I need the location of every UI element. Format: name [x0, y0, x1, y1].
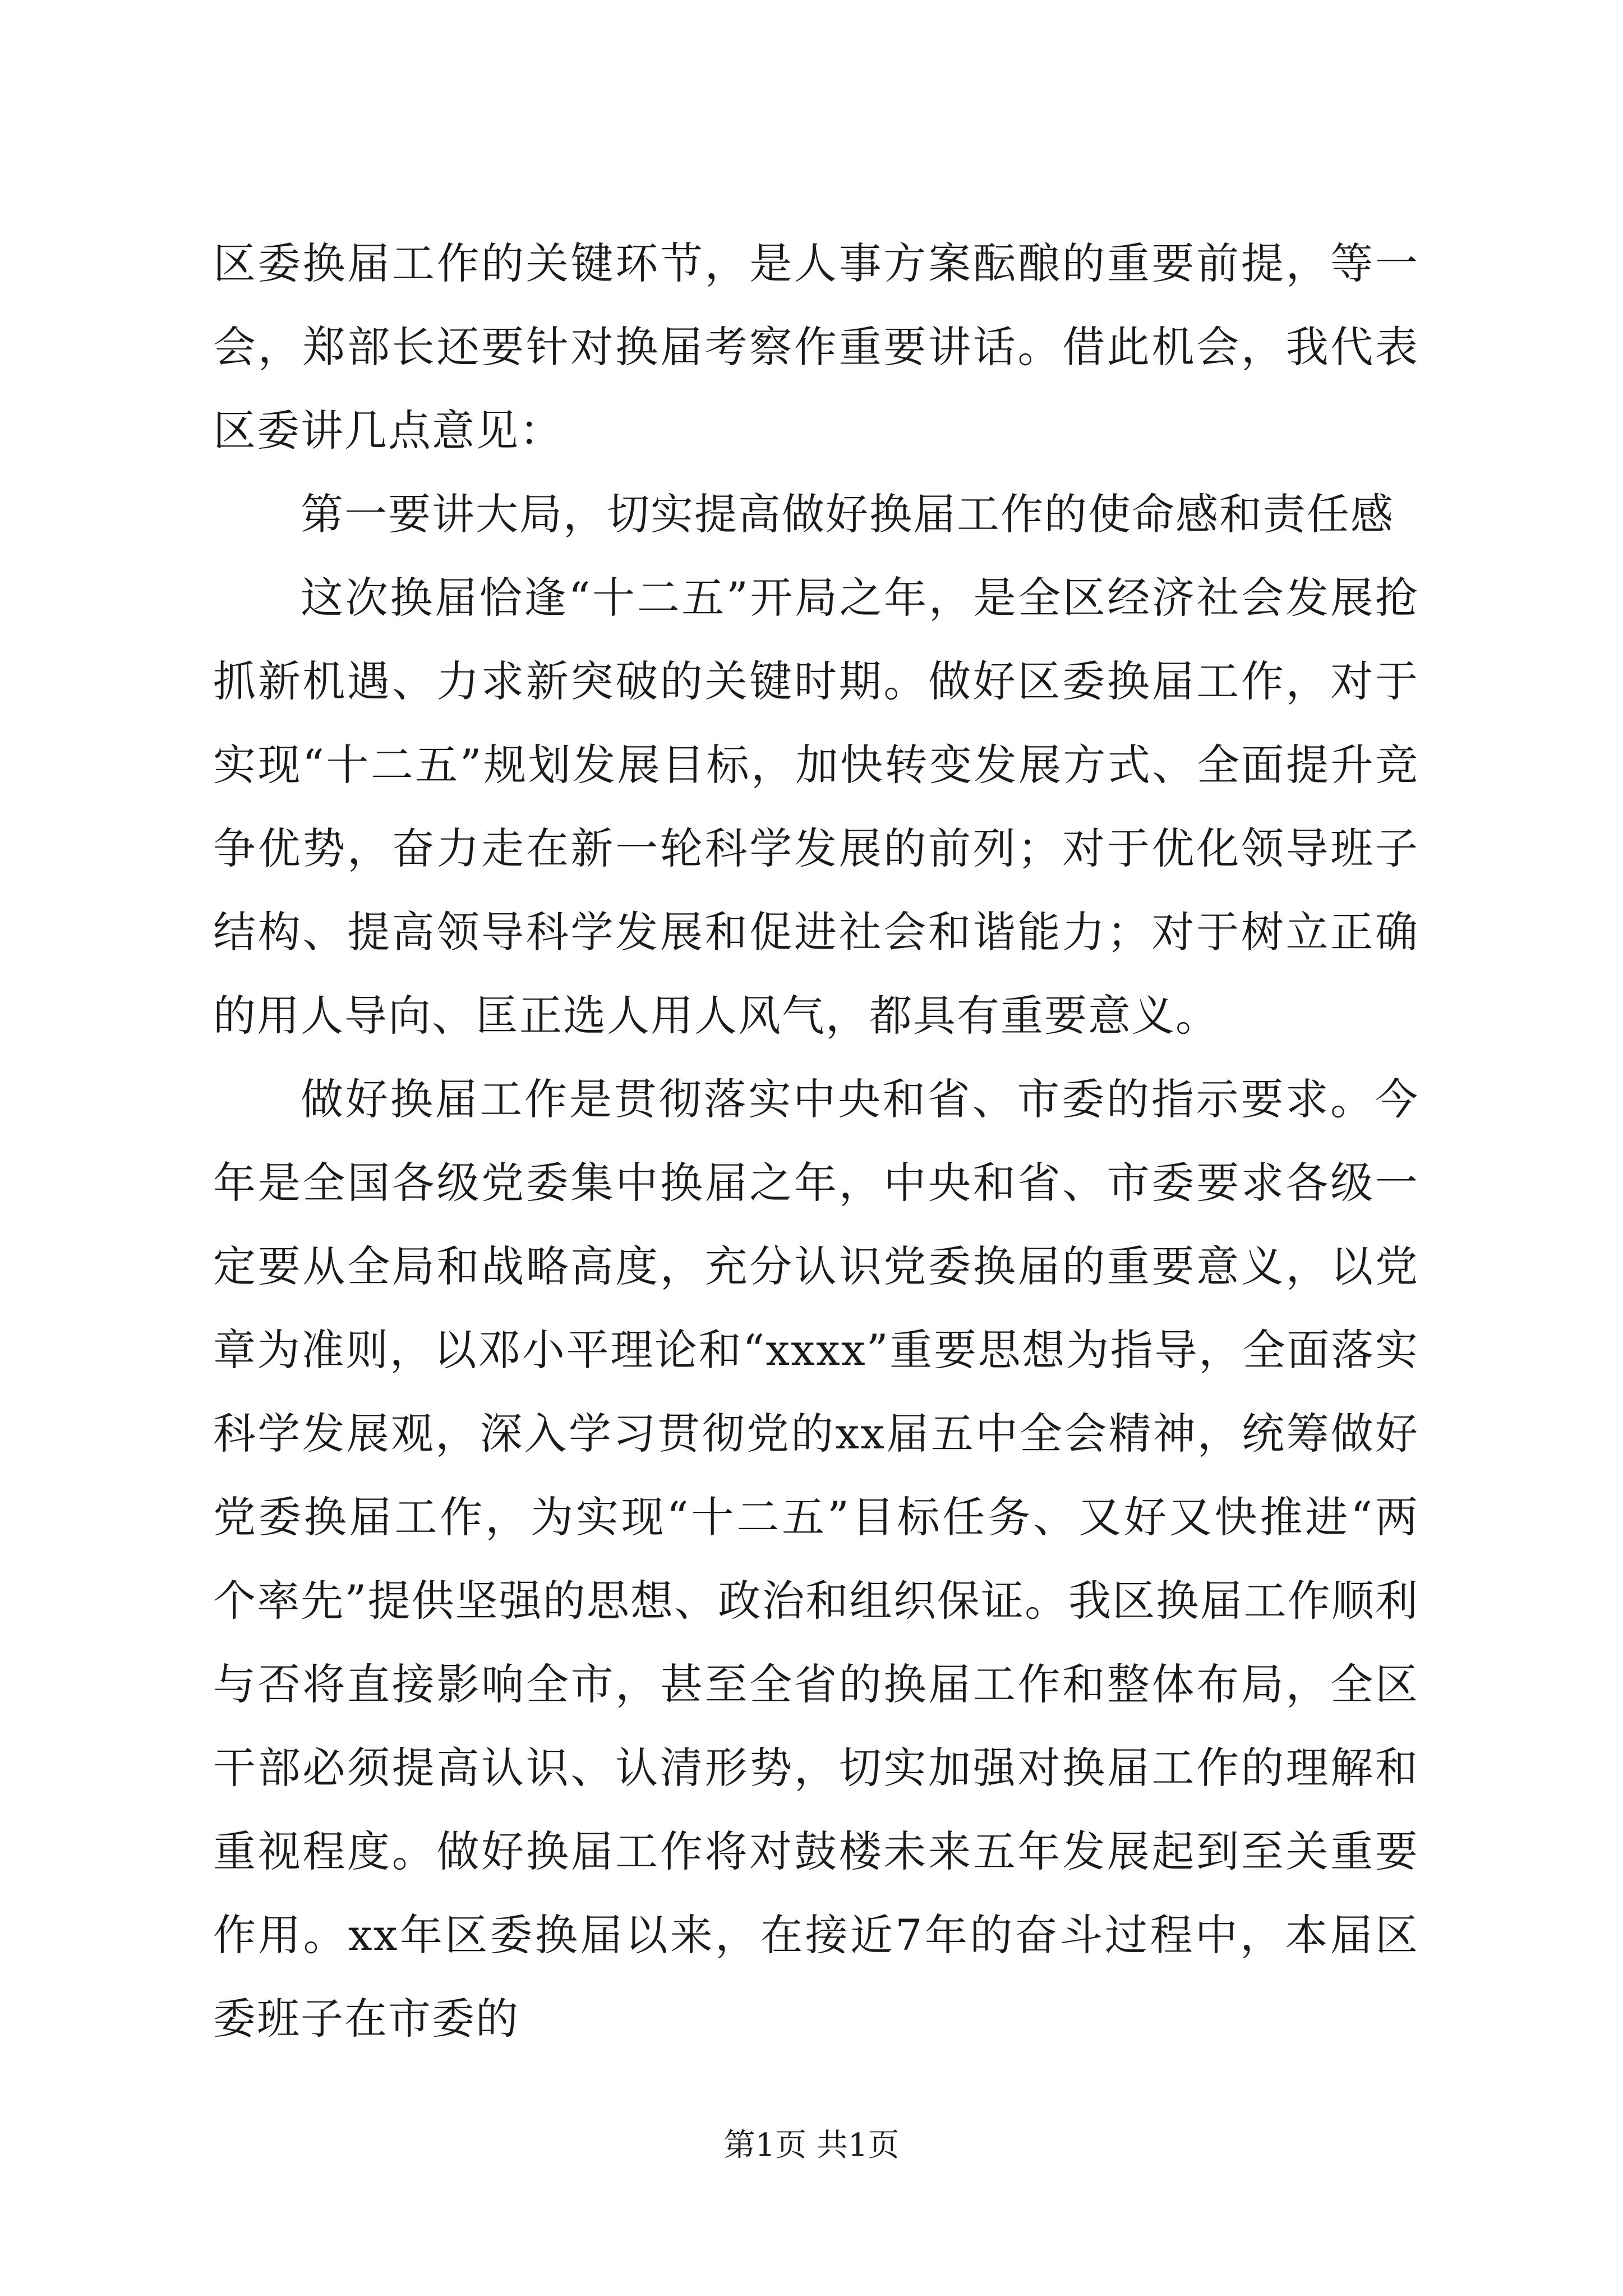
page-footer: 第1页 共1页: [723, 2127, 900, 2164]
paragraph-3: 做好换届工作是贯彻落实中央和省、市委的指示要求。今年是全国各级党委集中换届之年，中央和省、市委要求各级一定要从全局和战略高度，充分认识党委换届的重要意义，以党章为准则，以邓小平理论和“xxxx”重要思想为指导，全面落实科学发展观，深入学习贯彻党的xx届五中全会精神，统筹做好党委换届工作，为实现“十二五”目标任务、又好又快推进“两个率先”提供坚强的思想、政治和组织保证。我区换届工作顺利与否将直接影响全市，甚至全省的换届工作和整体布局，全区干部必须提高认识、认清形势，切实加强对换届工作的理解和重视程度。做好换届工作将对鼓楼未来五年发展起到至关重要作用。xx年区委换届以来，在接近7年的奋斗过程中，本届区委班子在市委的: [213, 1074, 1419, 2044]
document-body: [213, 222, 1419, 2060]
paragraph-2: 这次换届恰逢“十二五”开局之年，是全区经济社会发展抢抓新机遇、力求新突破的关键时期。做好区委换届工作，对于实现“十二五”规划发展目标，加快转变发展方式、全面提升竞争优势，奋力走在新一轮科学发展的前列；对于优化领导班子结构、提高领导科学发展和促进社会和谐能力；对于树立正确的用人导向、匡正选人用人风气，都具有重要意义。: [213, 573, 1419, 1041]
paragraph-1: 区委换届工作的关键环节，是人事方案酝酿的重要前提，等一会，郑部长还要针对换届考察作重要讲话。借此机会，我代表区委讲几点意见：: [213, 238, 1419, 455]
paragraph-heading: 第一要讲大局，切实提高做好换届工作的使命感和责任感: [301, 489, 1394, 539]
